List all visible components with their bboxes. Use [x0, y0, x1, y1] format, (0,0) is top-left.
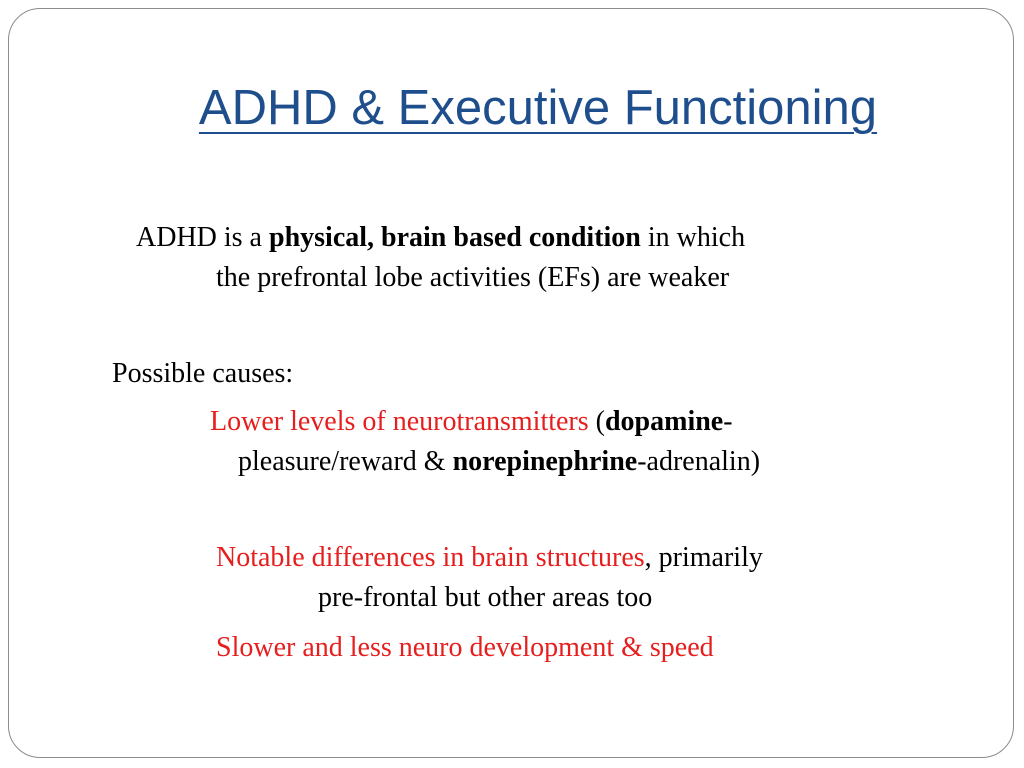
- cause-3: Slower and less neuro development & speed: [216, 632, 714, 663]
- cause-2-suffix: , primarily: [644, 542, 763, 573]
- cause-1-line-1: [210, 402, 733, 442]
- cause-1-highlight: Lower levels of neurotransmitters: [210, 406, 589, 437]
- cause-2-line-2: pre-frontal but other areas too: [318, 582, 653, 613]
- cause-1-dopamine: dopamine: [604, 406, 724, 437]
- definition-prefix: ADHD is a: [136, 222, 269, 253]
- cause-1-paren: (: [588, 406, 605, 437]
- definition-suffix: in which: [640, 222, 746, 253]
- cause-1-line-2: [238, 442, 760, 482]
- cause-2-line-1: [216, 538, 763, 578]
- definition-line-1: [136, 218, 745, 258]
- cause-1-reward: pleasure/reward &: [238, 446, 453, 477]
- causes-heading: Possible causes:: [112, 358, 294, 389]
- definition-emphasis: physical, brain based condition: [269, 222, 641, 253]
- cause-1-dash: -: [723, 406, 733, 437]
- cause-1-adrenalin: -adrenalin): [637, 446, 761, 477]
- cause-1-norepinephrine: norepinephrine: [452, 446, 638, 477]
- definition-line-2: the prefrontal lobe activities (EFs) are weaker: [216, 262, 730, 293]
- cause-2-highlight: Notable differences in brain structures: [216, 542, 645, 573]
- slide-title: ADHD & Executive Functioning: [198, 81, 878, 135]
